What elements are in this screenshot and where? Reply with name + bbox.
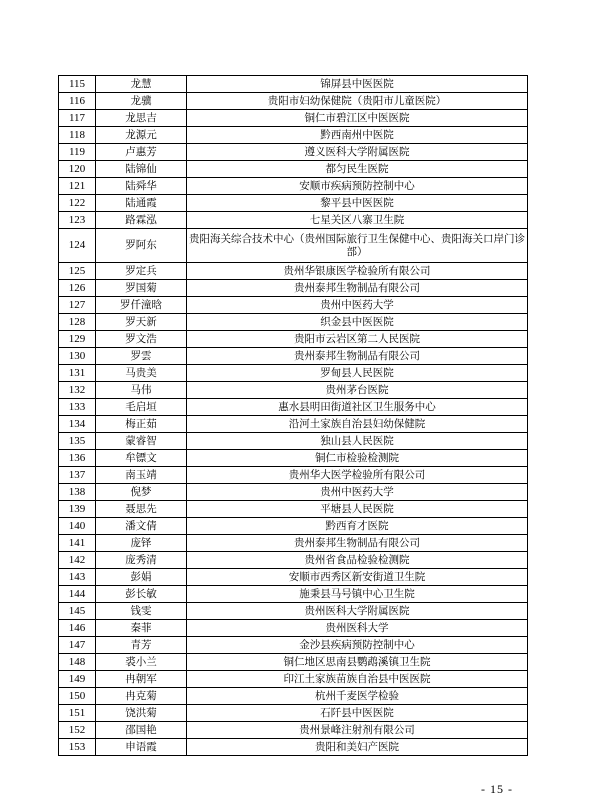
person-name-cell: 罗天新 [96, 314, 187, 331]
row-number-cell: 127 [59, 297, 96, 314]
person-name-cell: 陆舜华 [96, 178, 187, 195]
table-row [59, 722, 528, 739]
person-name-cell: 罗文浩 [96, 331, 187, 348]
table-row [59, 76, 528, 93]
person-name-cell: 陆锦仙 [96, 161, 187, 178]
row-number-cell: 145 [59, 603, 96, 620]
person-name-cell: 罗国菊 [96, 280, 187, 297]
row-number-cell: 119 [59, 144, 96, 161]
organization-cell: 贵州茅台医院 [187, 382, 528, 399]
person-name-cell: 蒙睿智 [96, 433, 187, 450]
table-row [59, 127, 528, 144]
row-number-cell: 131 [59, 365, 96, 382]
row-number-cell: 118 [59, 127, 96, 144]
row-number-cell: 126 [59, 280, 96, 297]
person-name-cell: 毛启垣 [96, 399, 187, 416]
table-row [59, 467, 528, 484]
organization-cell: 安顺市疾病预防控制中心 [187, 178, 528, 195]
table-row [59, 535, 528, 552]
person-name-cell: 卢惠芳 [96, 144, 187, 161]
table-row [59, 178, 528, 195]
table-row [59, 586, 528, 603]
organization-cell: 沿河土家族自治县妇幼保健院 [187, 416, 528, 433]
person-name-cell: 钱雯 [96, 603, 187, 620]
person-name-cell: 罗雲 [96, 348, 187, 365]
table-row [59, 212, 528, 229]
person-name-cell: 龙源元 [96, 127, 187, 144]
organization-cell: 织金县中医医院 [187, 314, 528, 331]
person-name-cell: 裘小兰 [96, 654, 187, 671]
organization-cell: 铜仁市检验检测院 [187, 450, 528, 467]
person-name-cell: 马贵美 [96, 365, 187, 382]
row-number-cell: 125 [59, 263, 96, 280]
organization-cell: 金沙县疾病预防控制中心 [187, 637, 528, 654]
organization-cell: 贵州中医药大学 [187, 297, 528, 314]
row-number-cell: 130 [59, 348, 96, 365]
organization-cell: 贵州景峰注射剂有限公司 [187, 722, 528, 739]
row-number-cell: 134 [59, 416, 96, 433]
organization-cell: 都匀民生医院 [187, 161, 528, 178]
table-row [59, 297, 528, 314]
table-row [59, 331, 528, 348]
organization-cell: 罗甸县人民医院 [187, 365, 528, 382]
row-number-cell: 136 [59, 450, 96, 467]
person-name-cell: 路霖泓 [96, 212, 187, 229]
organization-cell: 贵州泰邦生物制品有限公司 [187, 280, 528, 297]
organization-cell: 黔西育才医院 [187, 518, 528, 535]
table-row [59, 161, 528, 178]
person-name-cell: 庞铎 [96, 535, 187, 552]
table-row [59, 569, 528, 586]
person-name-cell: 罗定兵 [96, 263, 187, 280]
table-row [59, 671, 528, 688]
table-row [59, 280, 528, 297]
person-name-cell: 冉朝军 [96, 671, 187, 688]
organization-cell: 贵阳市云岩区第二人民医院 [187, 331, 528, 348]
person-name-cell: 龙慧 [96, 76, 187, 93]
organization-cell: 贵州省食品检验检测院 [187, 552, 528, 569]
row-number-cell: 138 [59, 484, 96, 501]
organization-cell: 印江土家族苗族自治县中医医院 [187, 671, 528, 688]
organization-cell: 贵阳市妇幼保健院（贵阳市儿童医院） [187, 93, 528, 110]
person-name-cell: 陆通霞 [96, 195, 187, 212]
person-name-cell: 青芳 [96, 637, 187, 654]
row-number-cell: 152 [59, 722, 96, 739]
table-row [59, 518, 528, 535]
row-number-cell: 129 [59, 331, 96, 348]
table-row [59, 144, 528, 161]
table-row [59, 688, 528, 705]
page-number: - 15 - [481, 782, 513, 796]
table-row [59, 416, 528, 433]
person-name-cell: 马伟 [96, 382, 187, 399]
row-number-cell: 133 [59, 399, 96, 416]
table-row [59, 93, 528, 110]
table-row [59, 348, 528, 365]
row-number-cell: 150 [59, 688, 96, 705]
person-name-cell: 冉克菊 [96, 688, 187, 705]
table-row [59, 195, 528, 212]
row-number-cell: 143 [59, 569, 96, 586]
row-number-cell: 115 [59, 76, 96, 93]
table-row [59, 263, 528, 280]
organization-cell: 遵义医科大学附属医院 [187, 144, 528, 161]
organization-cell: 锦屏县中医医院 [187, 76, 528, 93]
row-number-cell: 137 [59, 467, 96, 484]
organization-cell: 贵阳和美妇产医院 [187, 739, 528, 756]
row-number-cell: 148 [59, 654, 96, 671]
table-row [59, 501, 528, 518]
table-row [59, 705, 528, 722]
organization-cell: 独山县人民医院 [187, 433, 528, 450]
person-name-cell: 邵国艳 [96, 722, 187, 739]
row-number-cell: 141 [59, 535, 96, 552]
organization-cell: 贵州医科大学附属医院 [187, 603, 528, 620]
table-row [59, 110, 528, 127]
row-number-cell: 120 [59, 161, 96, 178]
organization-cell: 施秉县马号镇中心卫生院 [187, 586, 528, 603]
table-row [59, 314, 528, 331]
table-row [59, 552, 528, 569]
organization-cell: 贵州中医药大学 [187, 484, 528, 501]
person-name-cell: 梅正茹 [96, 416, 187, 433]
table-row [59, 654, 528, 671]
row-number-cell: 124 [59, 229, 96, 263]
organization-cell: 贵州华大医学检验所有限公司 [187, 467, 528, 484]
person-name-cell: 申语霞 [96, 739, 187, 756]
person-name-cell: 聂思先 [96, 501, 187, 518]
roster-table [58, 75, 528, 756]
organization-cell: 安顺市西秀区新安街道卫生院 [187, 569, 528, 586]
row-number-cell: 123 [59, 212, 96, 229]
organization-cell: 贵州泰邦生物制品有限公司 [187, 348, 528, 365]
table-row [59, 620, 528, 637]
row-number-cell: 142 [59, 552, 96, 569]
row-number-cell: 151 [59, 705, 96, 722]
person-name-cell: 罗仟潼晗 [96, 297, 187, 314]
person-name-cell: 牟镖文 [96, 450, 187, 467]
row-number-cell: 128 [59, 314, 96, 331]
table-row [59, 365, 528, 382]
organization-cell: 黔西南州中医院 [187, 127, 528, 144]
organization-cell: 石阡县中医医院 [187, 705, 528, 722]
table-row [59, 603, 528, 620]
row-number-cell: 122 [59, 195, 96, 212]
row-number-cell: 146 [59, 620, 96, 637]
organization-cell: 杭州千麦医学检验 [187, 688, 528, 705]
organization-cell: 平塘县人民医院 [187, 501, 528, 518]
table-row [59, 484, 528, 501]
row-number-cell: 140 [59, 518, 96, 535]
person-name-cell: 龙思吉 [96, 110, 187, 127]
organization-cell: 七星关区八寨卫生院 [187, 212, 528, 229]
person-name-cell: 彭长敏 [96, 586, 187, 603]
row-number-cell: 139 [59, 501, 96, 518]
row-number-cell: 132 [59, 382, 96, 399]
person-name-cell: 潘文倩 [96, 518, 187, 535]
organization-cell: 贵州泰邦生物制品有限公司 [187, 535, 528, 552]
person-name-cell: 龙骥 [96, 93, 187, 110]
person-name-cell: 饶洪菊 [96, 705, 187, 722]
organization-cell: 贵州医科大学 [187, 620, 528, 637]
organization-cell: 黎平县中医医院 [187, 195, 528, 212]
row-number-cell: 144 [59, 586, 96, 603]
organization-cell: 贵州华银康医学检验所有限公司 [187, 263, 528, 280]
row-number-cell: 149 [59, 671, 96, 688]
row-number-cell: 121 [59, 178, 96, 195]
person-name-cell: 庞秀清 [96, 552, 187, 569]
table-row [59, 229, 528, 263]
organization-cell: 铜仁地区思南县鹦鹉溪镇卫生院 [187, 654, 528, 671]
row-number-cell: 153 [59, 739, 96, 756]
organization-cell: 贵阳海关综合技术中心（贵州国际旅行卫生保健中心、贵阳海关口岸门诊部） [187, 229, 528, 263]
row-number-cell: 116 [59, 93, 96, 110]
table-row [59, 637, 528, 654]
table-row [59, 382, 528, 399]
person-name-cell: 罗阿东 [96, 229, 187, 263]
organization-cell: 惠水县明田街道社区卫生服务中心 [187, 399, 528, 416]
person-name-cell: 倪梦 [96, 484, 187, 501]
row-number-cell: 117 [59, 110, 96, 127]
row-number-cell: 135 [59, 433, 96, 450]
roster-table-body [59, 76, 528, 756]
organization-cell: 铜仁市碧江区中医医院 [187, 110, 528, 127]
person-name-cell: 彭娟 [96, 569, 187, 586]
row-number-cell: 147 [59, 637, 96, 654]
table-row [59, 450, 528, 467]
table-row [59, 739, 528, 756]
table-row [59, 399, 528, 416]
table-row [59, 433, 528, 450]
person-name-cell: 南玉靖 [96, 467, 187, 484]
person-name-cell: 秦菲 [96, 620, 187, 637]
